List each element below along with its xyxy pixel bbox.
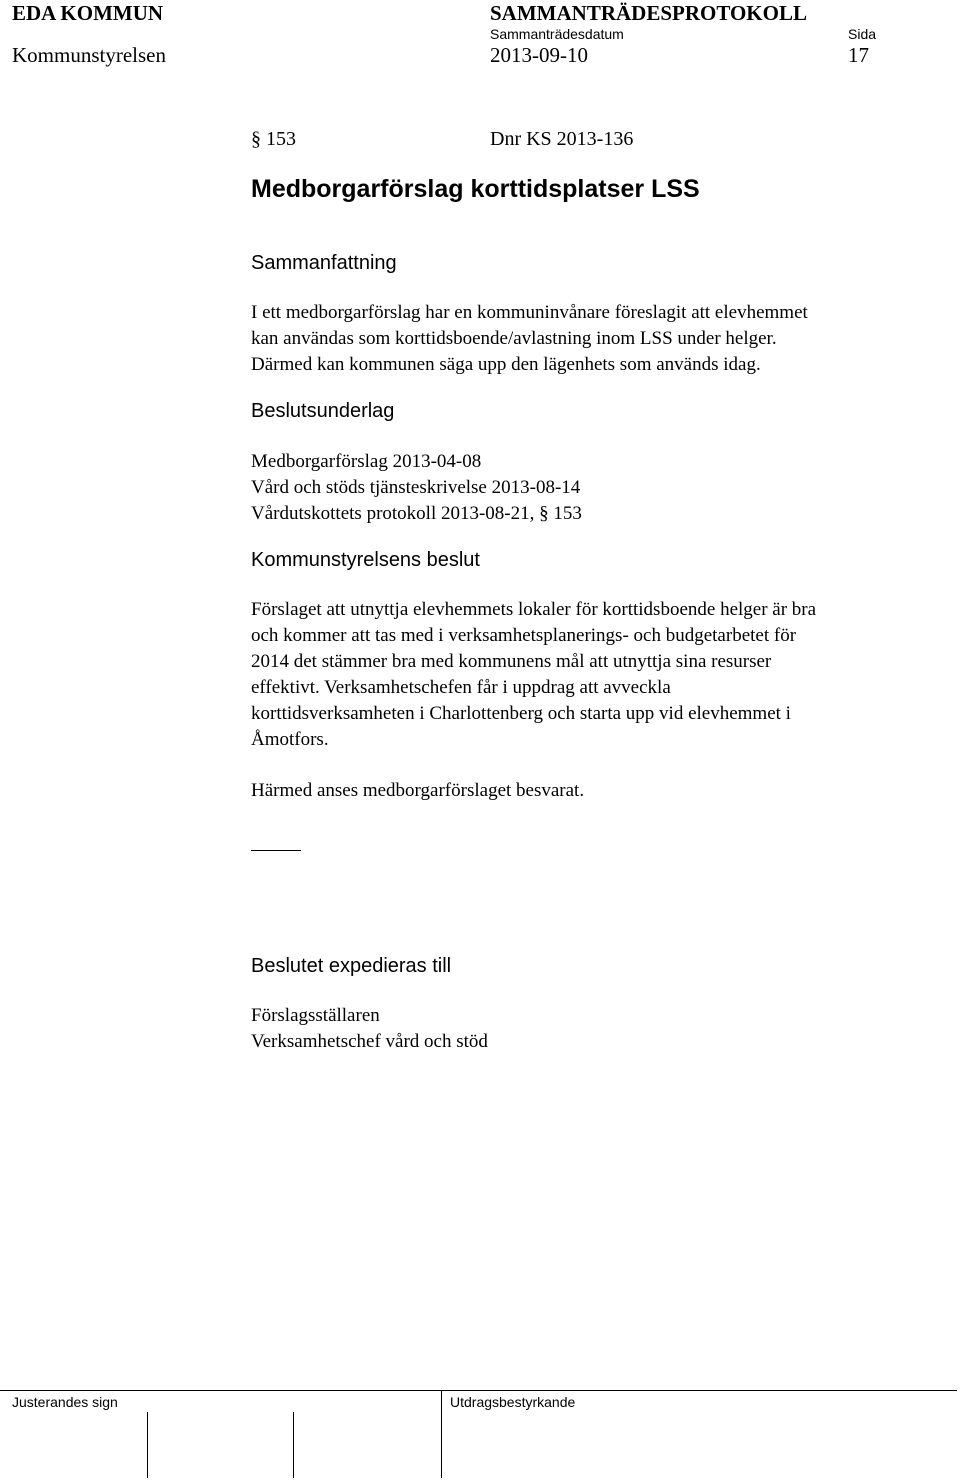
basis-item: Medborgarförslag 2013-04-08: [251, 451, 482, 472]
summary-heading: Sammanfattning: [251, 252, 397, 274]
signature-label: Justerandes sign: [12, 1394, 118, 1410]
decision-line: effektivt. Verksamhetschefen får i uppdrag att avveckla: [251, 677, 671, 698]
decision-line: Åmotfors.: [251, 729, 329, 750]
signature-box-divider: [147, 1412, 148, 1478]
signature-box-divider: [293, 1412, 294, 1478]
decision-line: Förslaget att utnyttja elevhemmets lokaler för korttidsboende helger är bra: [251, 599, 817, 620]
page-label: Sida: [848, 26, 877, 42]
diary-number: Dnr KS 2013-136: [490, 128, 634, 150]
distribution-item: Förslagsställaren: [251, 1005, 380, 1026]
basis-heading: Beslutsunderlag: [251, 400, 395, 422]
footer-divider: [441, 1390, 442, 1478]
decision-heading: Kommunstyrelsens beslut: [251, 549, 480, 571]
meeting-date: 2013-09-10: [490, 43, 588, 67]
summary-line: Därmed kan kommunen säga upp den lägenhets som används idag.: [251, 354, 761, 375]
document-type: SAMMANTRÄDESPROTOKOLL: [490, 1, 807, 25]
decision-line: och kommer att tas med i verksamhetsplanerings- och budgetarbetet för: [251, 625, 797, 646]
organization-name: EDA KOMMUN: [12, 1, 164, 25]
page-number: 17: [848, 43, 869, 67]
distribution-heading: Beslutet expedieras till: [251, 955, 452, 977]
summary-line: kan användas som korttidsboende/avlastning inom LSS under helger.: [251, 328, 777, 349]
basis-item: Vårdutskottets protokoll 2013-08-21, § 153: [251, 503, 582, 524]
paragraph-number: § 153: [251, 128, 296, 150]
separator-rule: [251, 850, 301, 851]
decision-line: 2014 det stämmer bra med kommunens mål att utnyttja sina resurser: [251, 651, 772, 672]
distribution-item: Verksamhetschef vård och stöd: [251, 1031, 488, 1052]
page-title: Medborgarförslag korttidsplatser LSS: [251, 175, 700, 203]
footer-rule: [0, 1390, 957, 1391]
date-label: Sammanträdesdatum: [490, 26, 624, 42]
summary-line: I ett medborgarförslag har en kommuninvånare föreslagit att elevhemmet: [251, 302, 808, 323]
body-name: Kommunstyrelsen: [12, 43, 166, 67]
decision-line: korttidsverksamheten i Charlottenberg och starta upp vid elevhemmet i: [251, 703, 791, 724]
basis-item: Vård och stöds tjänsteskrivelse 2013-08-14: [251, 477, 581, 498]
certification-label: Utdragsbestyrkande: [450, 1394, 576, 1410]
decision-closing: Härmed anses medborgarförslaget besvarat.: [251, 780, 585, 801]
